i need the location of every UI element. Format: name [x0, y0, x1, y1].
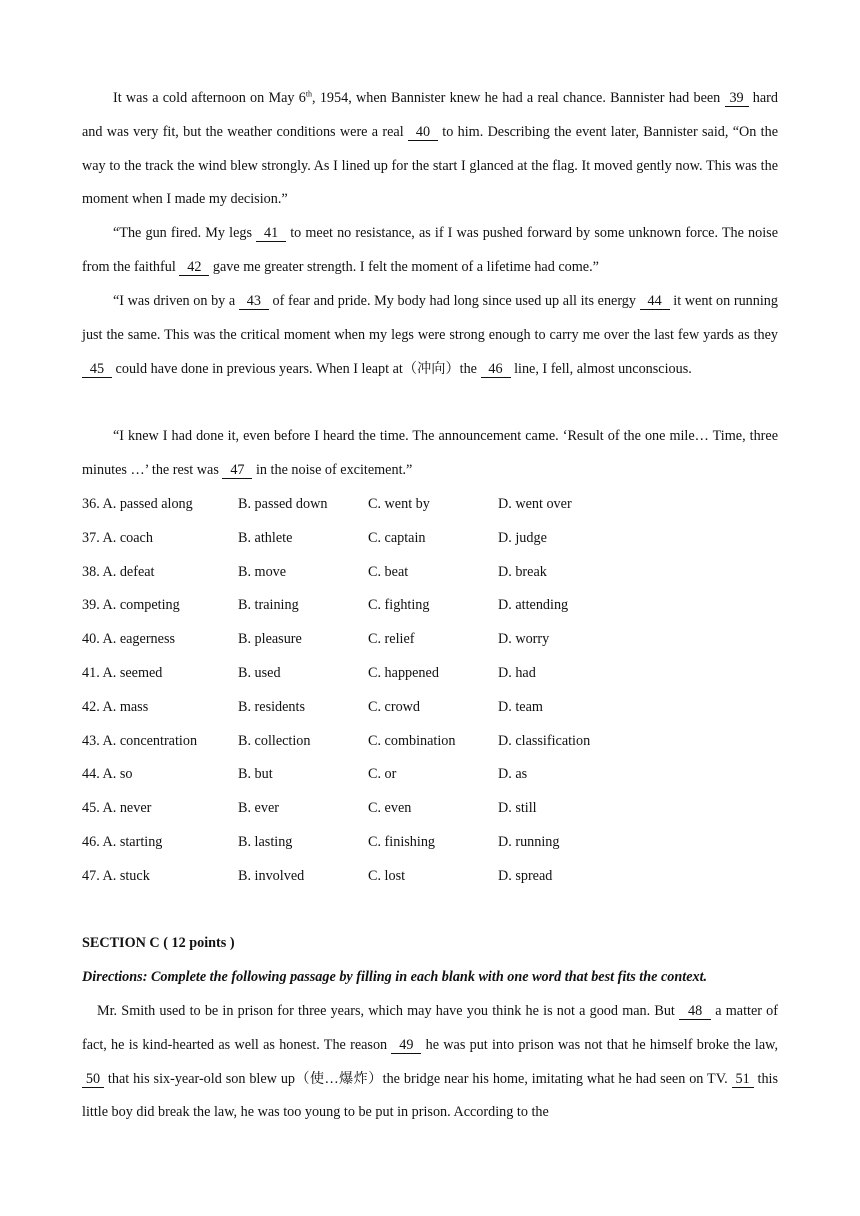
text-segment: , 1954, when Bannister knew he had a real chance. Bannister had been: [312, 90, 725, 106]
text-segment: Mr. Smith used to be in prison for three years, which may have you think he is not a good man. But: [97, 1003, 680, 1019]
option-row-43: [82, 725, 782, 759]
text-segment: to him. Describing the event later, Bannister said, “On the way to the track the wind blew strongly. As I lined up for the start I glanced at the flag. It moved gently now. This was the moment when I made my decision.”: [82, 123, 778, 208]
option-row-41: [82, 657, 782, 691]
passage-paragraph-3: [82, 285, 778, 386]
option-c: C. relief: [368, 631, 415, 648]
text-segment: this little boy did break the law, he was too young to be put in prison. According to the: [82, 1070, 778, 1121]
option-d: D. team: [498, 698, 543, 715]
text-segment: he was put into prison was not that he himself broke the law,: [421, 1036, 778, 1053]
blank-51: 51: [732, 1071, 754, 1088]
option-d: D. judge: [498, 529, 547, 546]
text-segment: line, I fell, almost unconscious.: [510, 360, 692, 377]
option-row-40: [82, 623, 782, 657]
option-b: B. but: [238, 766, 273, 783]
blank-40: 40: [408, 124, 438, 141]
superscript: th: [305, 89, 313, 99]
option-a: 41. A. seemed: [82, 664, 163, 681]
text-segment: it went on running just the same. This was the critical moment when my legs were strong enough to carry me over the last few yards as they: [82, 293, 778, 343]
option-c: C. lost: [368, 867, 406, 884]
option-b: B. involved: [238, 867, 305, 884]
option-a: 47. A. stuck: [82, 867, 150, 884]
text-segment: could have done in previous years. When I leapt at（冲向）the: [112, 360, 481, 377]
blank-45: 45: [82, 361, 112, 378]
option-b: B. lasting: [238, 833, 293, 850]
text-segment: of fear and pride. My body had long since used up all its energy: [268, 293, 640, 309]
text-segment: It was a cold afternoon on May 6: [113, 90, 306, 106]
section-heading: SECTION C ( 12 points ): [82, 935, 235, 951]
option-row-39: [82, 589, 782, 623]
option-d: D. as: [498, 766, 528, 783]
text-segment: “The gun fired. My legs: [113, 225, 257, 241]
option-c: C. captain: [368, 529, 426, 546]
option-c: C. or: [368, 766, 397, 783]
passage-paragraph-4: [82, 420, 778, 488]
text-segment: hard and was very fit, but the weather conditions were a real: [82, 90, 778, 140]
option-d: D. still: [498, 800, 537, 817]
blank-44: 44: [640, 293, 670, 310]
section-directions: Directions: Complete the following passage by filling in each blank with one word that best fits the context.: [82, 969, 708, 985]
text-segment: “I knew I had done it, even before I heard the time. The announcement came. ‘Result of the one mile… Time, three minutes …’ the rest was: [82, 428, 778, 478]
option-c: C. happened: [368, 664, 439, 681]
blank-46: 46: [481, 361, 511, 378]
passage-paragraph-1: [82, 82, 778, 217]
text-segment: in the noise of excitement.”: [252, 461, 413, 478]
answer-options: [82, 488, 782, 894]
option-row-36: [82, 488, 782, 522]
option-a: 36. A. passed along: [82, 496, 193, 512]
option-b: B. move: [238, 563, 287, 580]
text-segment: a matter of fact, he is kind-hearted as well as honest. The reason: [82, 1003, 778, 1053]
option-a: 37. A. coach: [82, 529, 153, 546]
option-d: D. worry: [498, 631, 550, 648]
text-segment: that his six-year-old son blew up（使…爆炸）the bridge near his home, imitating what he had seen on TV.: [104, 1070, 732, 1087]
blank-41: 41: [256, 225, 286, 242]
option-c: C. beat: [368, 563, 409, 580]
option-d: D. break: [498, 563, 547, 580]
passage-paragraph-2: [82, 217, 778, 285]
blank-43: 43: [239, 293, 269, 310]
option-d: D. had: [498, 664, 536, 681]
option-row-42: [82, 691, 782, 725]
option-b: B. athlete: [238, 529, 293, 546]
option-c: C. combination: [368, 732, 456, 749]
option-c: C. even: [368, 800, 412, 817]
option-b: B. training: [238, 597, 299, 614]
option-a: 39. A. competing: [82, 597, 180, 614]
option-a: 45. A. never: [82, 800, 152, 817]
option-row-44: [82, 758, 782, 792]
option-b: B. pleasure: [238, 631, 302, 648]
option-d: D. went over: [498, 496, 572, 512]
option-b: B. ever: [238, 800, 279, 817]
option-d: D. attending: [498, 597, 569, 614]
blank-47: 47: [222, 462, 252, 479]
option-c: C. crowd: [368, 698, 421, 715]
option-d: D. running: [498, 833, 560, 850]
option-a: 42. A. mass: [82, 698, 149, 715]
text-segment: “I was driven on by a: [113, 293, 239, 309]
option-b: B. residents: [238, 698, 305, 715]
blank-48: 48: [679, 1003, 711, 1020]
option-a: 46. A. starting: [82, 833, 163, 850]
option-d: D. classification: [498, 732, 591, 749]
option-a: 44. A. so: [82, 766, 133, 783]
option-row-46: [82, 826, 782, 860]
blank-39: 39: [725, 90, 749, 107]
option-b: B. passed down: [238, 496, 328, 512]
blank-49: 49: [391, 1037, 421, 1054]
option-c: C. went by: [368, 496, 430, 512]
option-c: C. finishing: [368, 833, 436, 850]
section-c-paragraph: [82, 995, 778, 1130]
option-a: 40. A. eagerness: [82, 631, 175, 648]
text-segment: gave me greater strength. I felt the moment of a lifetime had come.”: [209, 258, 599, 275]
option-row-47: [82, 860, 782, 894]
option-a: 38. A. defeat: [82, 563, 155, 580]
blank-50: 50: [82, 1071, 104, 1088]
option-row-45: [82, 792, 782, 826]
option-a: 43. A. concentration: [82, 732, 198, 749]
text-segment: to meet no resistance, as if I was pushed forward by some unknown force. The noise from the faithful: [82, 225, 778, 275]
option-b: B. collection: [238, 732, 311, 749]
blank-42: 42: [179, 259, 209, 276]
option-d: D. spread: [498, 867, 553, 884]
option-c: C. fighting: [368, 597, 430, 614]
option-row-37: [82, 522, 782, 556]
option-b: B. used: [238, 664, 281, 681]
option-row-38: [82, 556, 782, 590]
